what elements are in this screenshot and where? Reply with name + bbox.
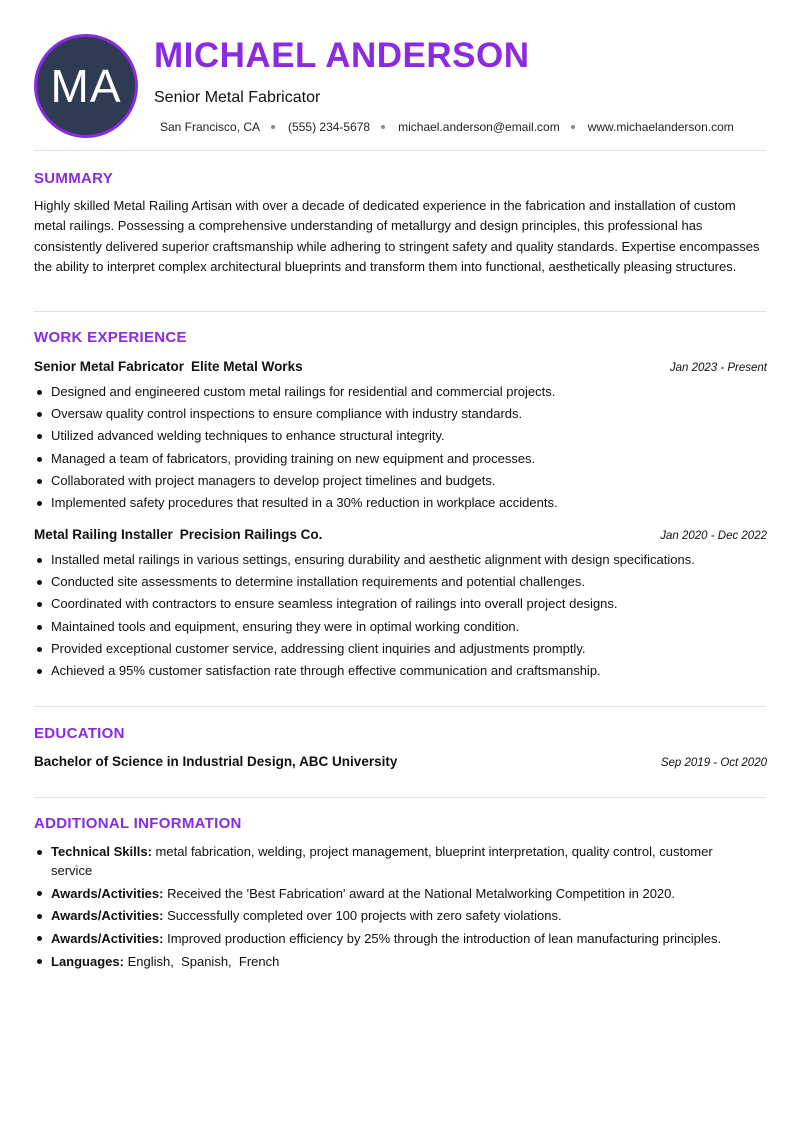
job-role: Senior Metal Fabricator bbox=[34, 359, 185, 374]
contact-location: San Francisco, CA bbox=[160, 120, 261, 134]
summary-text: Highly skilled Metal Railing Artisan with over a decade of dedicated experience in the fabrication and installation of custom metal railings. Possessing a comprehensive understanding of metallurgy and design principles, this professional has consistently delivered superior craftsmanship while adhering to stringent safety and quality standards. Expertise encompasses the ability to interpret complex architectural blueprints and transform them into functional, aesthetically pleasing structures. bbox=[34, 198, 760, 274]
job-bullets bbox=[34, 381, 768, 514]
job-header bbox=[34, 527, 767, 542]
list-item bbox=[34, 884, 749, 903]
list-item: Conducted site assessments to determine installation requirements and potential challenges. bbox=[34, 571, 768, 593]
item-text: Successfully completed over 100 projects with zero safety violations. bbox=[167, 908, 562, 923]
item-label: Technical Skills: bbox=[51, 844, 152, 859]
list-item bbox=[34, 952, 749, 971]
list-item: Implemented safety procedures that resulted in a 30% reduction in workplace accidents. bbox=[34, 492, 768, 514]
job-dates: Jan 2020 - Dec 2022 bbox=[660, 530, 767, 542]
list-item: Designed and engineered custom metal railings for residential and commercial projects. bbox=[34, 381, 768, 403]
list-item: Utilized advanced welding techniques to enhance structural integrity. bbox=[34, 425, 768, 447]
summary-heading: SUMMARY bbox=[34, 170, 114, 187]
divider bbox=[34, 150, 766, 151]
item-label: Awards/Activities: bbox=[51, 930, 164, 946]
education-heading: EDUCATION bbox=[34, 725, 125, 742]
divider bbox=[34, 706, 766, 707]
list-item: Installed metal railings in various settings, ensuring durability and aesthetic alignment with design specifications. bbox=[34, 549, 768, 571]
item-text: English, Spanish, French bbox=[127, 953, 280, 969]
divider bbox=[34, 311, 766, 312]
job-company: Elite Metal Works bbox=[191, 359, 303, 374]
list-item bbox=[34, 929, 749, 948]
item-label: Languages: bbox=[51, 953, 124, 969]
list-item: Achieved a 95% customer satisfaction rate through effective communication and craftsmanship. bbox=[34, 660, 768, 682]
contact-info bbox=[160, 120, 766, 134]
job-dates: Jan 2023 - Present bbox=[669, 362, 767, 374]
job-header bbox=[34, 359, 767, 374]
separator-dot bbox=[571, 125, 575, 129]
additional-list bbox=[34, 842, 749, 974]
list-item: Managed a team of fabricators, providing training on new equipment and processes. bbox=[34, 448, 768, 470]
list-item bbox=[34, 842, 749, 880]
list-item: Collaborated with project managers to develop project timelines and budgets. bbox=[34, 470, 768, 492]
education-dates: Sep 2019 - Oct 2020 bbox=[660, 757, 767, 769]
job-title bbox=[34, 359, 303, 374]
education-degree: Bachelor of Science in Industrial Design, ABC University bbox=[34, 754, 398, 769]
job-bullets bbox=[34, 549, 768, 682]
item-text: Improved production efficiency by 25% through the introduction of lean manufacturing principles. bbox=[167, 930, 722, 946]
contact-email[interactable]: michael.anderson@email.com bbox=[398, 120, 560, 134]
candidate-title: Senior Metal Fabricator bbox=[154, 89, 321, 106]
contact-website[interactable]: www.michaelanderson.com bbox=[587, 120, 734, 134]
list-item: Maintained tools and equipment, ensuring they were in optimal working condition. bbox=[34, 616, 768, 638]
avatar bbox=[34, 34, 138, 138]
contact-phone: (555) 234-5678 bbox=[288, 120, 371, 134]
list-item: Oversaw quality control inspections to ensure compliance with industry standards. bbox=[34, 403, 768, 425]
separator-dot bbox=[381, 125, 385, 129]
separator-dot bbox=[271, 125, 275, 129]
item-text: metal fabrication, welding, project management, blueprint interpretation, quality control, customer service bbox=[51, 844, 713, 878]
job-company: Precision Railings Co. bbox=[179, 527, 323, 542]
item-label: Awards/Activities: bbox=[51, 908, 164, 923]
avatar-initials: MA bbox=[50, 60, 122, 112]
list-item: Provided exceptional customer service, addressing client inquiries and adjustments promptly. bbox=[34, 638, 768, 660]
experience-heading: WORK EXPERIENCE bbox=[34, 329, 187, 346]
list-item bbox=[34, 906, 749, 925]
divider bbox=[34, 797, 766, 798]
item-text: Received the 'Best Fabrication' award at the National Metalworking Competition in 2020. bbox=[167, 885, 675, 901]
job-title bbox=[34, 527, 322, 542]
list-item: Coordinated with contractors to ensure seamless integration of railings into overall project designs. bbox=[34, 593, 768, 615]
item-label: Awards/Activities: bbox=[51, 885, 164, 901]
job-role: Metal Railing Installer bbox=[34, 527, 173, 542]
additional-heading: ADDITIONAL INFORMATION bbox=[34, 815, 242, 832]
candidate-name: MICHAEL ANDERSON bbox=[154, 36, 530, 75]
education-entry bbox=[34, 754, 767, 769]
